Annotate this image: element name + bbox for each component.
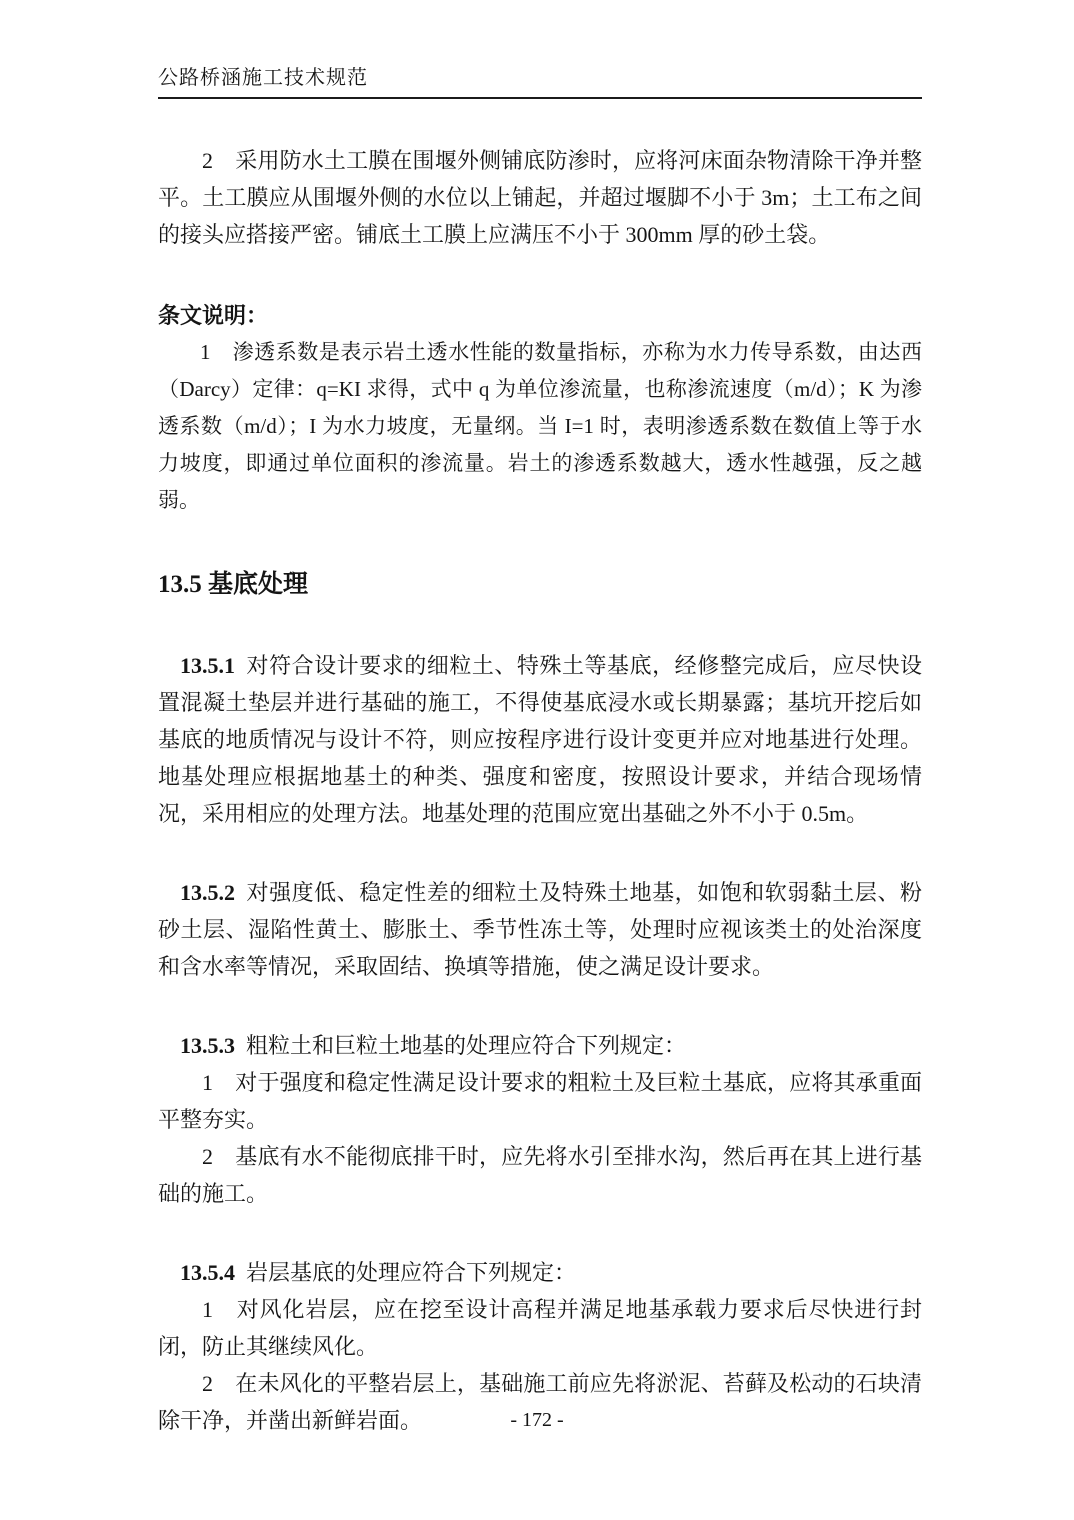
clause-text: 粗粒土和巨粒土地基的处理应符合下列规定： xyxy=(246,1033,687,1058)
clause-13-5-1 xyxy=(158,647,922,832)
notes-paragraph: 1 渗透系数是表示岩土透水性能的数量指标，亦称为水力传导系数，由达西（Darcy）定律：q=KI 求得，式中 q 为单位渗流量，也称渗流速度（m/d）；K 为渗透系数（m/d）；I 为水力坡度，无量纲。当 I=1 时，表明渗透系数在数值上等于水力坡度，即通过单位面积的渗流量。岩土的渗透系数越大，透水性越强，反之越弱。 xyxy=(158,340,922,512)
clause-13-5-2 xyxy=(158,874,922,985)
header-divider xyxy=(158,97,922,99)
clause-13-5-4 xyxy=(158,1254,922,1291)
section-heading: 13.5 基底处理 xyxy=(158,571,309,598)
clause-13-5-4-item-1: 1 对风化岩层，应在挖至设计高程并满足地基承载力要求后尽快进行封闭，防止其继续风化。 xyxy=(158,1297,922,1359)
intro-paragraph: 2 采用防水土工膜在围堰外侧铺底防渗时，应将河床面杂物清除干净并整平。土工膜应从围堰外侧的水位以上铺起，并超过堰脚不小于 3m；土工布之间的接头应搭接严密。铺底土工膜上应满压不小于 300mm 厚的砂土袋。 xyxy=(158,148,922,247)
notes-heading: 条文说明： xyxy=(158,303,269,328)
clause-number: 13.5.3 xyxy=(180,1033,235,1058)
clause-number: 13.5.2 xyxy=(180,880,235,905)
running-header-title: 公路桥涵施工技术规范 xyxy=(158,67,368,89)
clause-13-5-3-item-1: 1 对于强度和稳定性满足设计要求的粗粒土及巨粒土基底，应将其承重面平整夯实。 xyxy=(158,1070,922,1132)
page-number: - 172 - xyxy=(510,1409,564,1431)
clause-13-5-3-item-2: 2 基底有水不能彻底排干时，应先将水引至排水沟，然后再在其上进行基础的施工。 xyxy=(158,1144,922,1206)
page-content xyxy=(158,0,922,1439)
clause-number: 13.5.4 xyxy=(180,1260,235,1285)
clause-number: 13.5.1 xyxy=(180,653,235,678)
clause-text: 对符合设计要求的细粒土、特殊土等基底，经修整完成后，应尽快设置混凝土垫层并进行基础的施工，不得使基底浸水或长期暴露；基坑开挖后如基底的地质情况与设计不符，则应按程序进行设计变更并应对地基进行处理。地基处理应根据地基土的种类、强度和密度，按照设计要求，并结合现场情况，采用相应的处理方法。地基处理的范围应宽出基础之外不小于 0.5m。 xyxy=(158,653,922,826)
clause-13-5-3 xyxy=(158,1027,922,1064)
clause-13-5-4-item-2: 2 在未风化的平整岩层上，基础施工前应先将淤泥、苔藓及松动的石块清除干净，并凿出新鲜岩面。 xyxy=(158,1371,922,1433)
clause-text: 对强度低、稳定性差的细粒土及特殊土地基，如饱和软弱黏土层、粉砂土层、湿陷性黄土、膨胀土、季节性冻土等，处理时应视该类土的处治深度和含水率等情况，采取固结、换填等措施，使之满足设计要求。 xyxy=(158,880,922,979)
clause-text: 岩层基底的处理应符合下列规定： xyxy=(246,1260,577,1285)
